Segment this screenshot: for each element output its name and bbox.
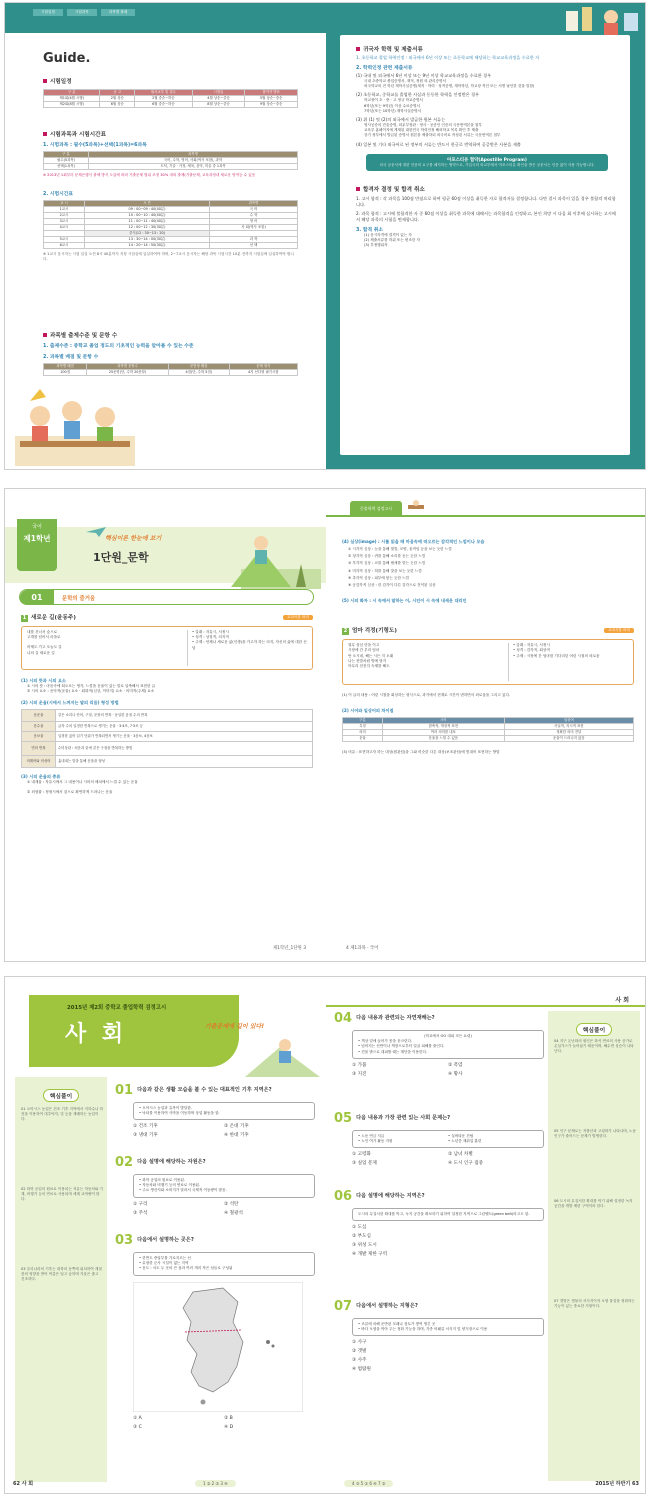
social-right-page: [326, 977, 646, 1493]
question-box: [352, 1318, 544, 1336]
table-cell: 국어, 수학, 영어, 사회(역사 포함), 과학: [89, 158, 298, 164]
question-text: 다음 내용과 가장 관련 있는 사회 문제는?: [356, 1115, 451, 1121]
sidebar-note: 07 갯벌은 생물의 서식지이자 오염 물질을 정화하는 기능이 있는 중요한 지형이다.: [554, 1299, 635, 1309]
korean-right-page: 중졸학력 검정고시 (4) 심상(image) : 시를 읽을 때 마음속에 떠오르는 감각적인 느낌이나 모습 ① 시각적 심상 : 눈을 통해 빛깔, 모양, 움직임 등을 보는 듯한 느낌 ② 청각적 심상 : 귀를 통해 소리를 듣는 듯한 느낌 ③ 후각적 심상 : 코를 통해 냄새를 맡는 듯한 느낌 ④ 미각적 심상 : 혀를 통해 맛을 보는 듯한 느낌 ⑤ 촉각적 심상 : 피부에 닿는 듯한 느낌 ⑥ 공감각적 심상 : 한 감각이 다른 감각으로 전이된 심상 (5) 시의 화자 : 시 속에서 말하는 이, 시인이 시 속에 내세운 대리인 2 엄마 걱정(기형도) 교과서를 펴라 열무 삼십 단을 이고 시장에 간 우리 엄마 안 오시네, 해는 시든 지 오래 나는 찬밥처럼 방에 담겨 아무리 천천히 숙제를 해도 • 갈래 : 자유시, 서정시 • 성격 : 감각적, 회상적 • 주제 : 시장에 간 엄마를 기다리던 어린 시절의 외로움 (1) 이 글의 내용 : 어린 시절을 회상하는 형식으로, 과거에서 현재로 시간이 변하면서 외로움을 그리고 있다. (2) 시어와 일상어의 차이점 구분 시어 일상어 특징 함축적, 개성적 표현 사실적, 지시적 표현 의미 여러 의미를 내포 정확한 의미 전달 운율 운율을 느낄 수 있음 운율이 드러나지 않음 (3) 비유 : 표현하고자 하는 대상(원관념)을 그와 비슷한 다른 대상(보조관념)에 빗대어 표현하는 방법 4 제1과목 · 국어: [326, 489, 646, 961]
table-cell: 중식(12 : 30~13 : 20): [84, 231, 209, 237]
question-text: 다음에서 설명하는 지형은?: [356, 1303, 418, 1309]
answer-option[interactable]: ④ 도시 인구 집중: [448, 1161, 484, 1167]
answer-option[interactable]: ② 갯벌: [352, 1349, 367, 1355]
table-cell: 4지 선다형 필기시험: [229, 370, 297, 376]
answer-option[interactable]: ④ 철광석: [224, 1210, 243, 1216]
pass-2: 2. 과목 합격 : 고시에 불합격한 자 중 60점 이상을 취득한 과목에 대해서는 과목합격을 인정하고, 본인 희망 시 다음 회 이후에 실시하는 고시에서 해당 과목의 시험을 면제합니다.: [356, 210, 616, 222]
table-cell: 4월 상순~중순: [192, 96, 245, 102]
table-cell: 제2회(8월 시행): [44, 102, 100, 108]
table-cell: 5월 상순~중순: [245, 96, 298, 102]
table-cell: 음보율: [22, 732, 56, 742]
answer-nav-left[interactable]: 1 ② 2 ③ 3 ④: [195, 1480, 236, 1487]
unit-title: 1단원_문학: [93, 551, 149, 564]
table-cell: 과 학: [210, 237, 298, 243]
docs-p2d: (4) 일본 및 기타 외국어로 된 정부의 서류는 반드시 한글로 번역하여 공증받은 사본을 제출: [356, 141, 521, 147]
docs-title: 귀국자 학력 및 제출서류: [363, 47, 423, 53]
sidebar-title: 핵심풀이: [576, 1023, 612, 1036]
footer-left: 62 사 회: [13, 1481, 34, 1487]
pass-3: 3. 합격 취소: [356, 227, 384, 233]
subjects-note: ※ 2013년 1회부터 문제은행식 출제 방식 도입에 따라 기출문제 범위 조정 30% 내외 출제(기출문제, 교육과정내 새로운 영역등 수 있음: [43, 173, 256, 177]
answer-option[interactable]: ③ 주석: [133, 1210, 148, 1216]
table-cell: 일정한 끊어 읽기 단위가 반복되면서 생기는 운율 · 3음보, 4음보: [56, 732, 313, 742]
boy-illustration: [245, 1035, 320, 1077]
poem-line: 시장에 간 우리 엄마: [348, 648, 380, 653]
schedule-title: 시험일정: [50, 79, 72, 85]
poem-line: 열무 삼십 단을 이고: [348, 643, 380, 648]
table-cell: 2교시: [44, 213, 85, 219]
table-header: 시어: [383, 718, 505, 724]
korean-left-page: 국어 제1학년 핵심이론 한눈에 보기 1단원_문학 01 문학의 즐거움 1 새로운 길(윤동주) 교과서를 펴라 내를 건너서 숲으로 고개를 넘어서 마을로 어제도 가고 오늘도 갈 나의 길 새로운 길 • 갈래 : 자유시, 서정시 • 성격 : 상징적, 의지적 • 주제 : 언제나 새로운 삶(인생)을 가고자 하는 의지, 자신의 삶에 대한 신념 (1) 시의 뜻과 시의 요소 ① 시의 뜻 : 마음속에 떠오르는 생각, 느낌을 운율이 있는 말로 압축해서 표현한 글 ② 시의 요소 : 음악적(운율) 요소 · 회화적(심상, 이미지) 요소 · 의미적(주제) 요소 (2) 시의 운율(시에서 느껴지는 말의 리듬) 형성 방법 음운율 같은 소리나 단어, 구절, 문장의 반복 · 동일한 음절 수의 반복 음수율 글자 수의 일정한 반복으로 생기는 운율 · 3·4조, 7·5조 등 음보율 일정한 끊어 읽기 단위가 반복되면서 생기는 운율 · 3음보, 4음보 연의 반복 수미상관 : 처음과 끝에 같은 구절을 반복하는 방법 의태어와 의성어 흉내내는 말을 통해 운율을 형성 (3) 시의 운율의 종류 ① 내재율 : 자유시에서 그 내용이나 시어의 배치에서 느낄 수 있는 운율 ② 외형률 : 정형시에서 겉으로 확연하게 드러나는 운율 제1학년_1단원 3: [5, 489, 326, 961]
pass-3a: (1) 응시자격에 결격이 있는 자: [364, 232, 412, 237]
sidebar-note: 04 지구 온난화의 원인은 화석 연료의 사용 증가로 온실가스가 늘어났기 때문이며, 해수면 상승이 나타난다.: [554, 1039, 634, 1054]
docs-p2b: (2) 초등학교, 중학교를 졸업한 사실과 동등한 학력을 인정받은 경우: [356, 92, 480, 98]
poem-line: 나는 찬밥처럼 방에 담겨: [348, 658, 387, 663]
box-line: • 한반도 중앙부를 가로지르는 선: [139, 1256, 191, 1260]
grade-label: 국어: [32, 524, 42, 530]
table-header: 교 시: [44, 201, 85, 207]
korea-map: [133, 1282, 303, 1412]
answer-option[interactable]: ② 폭염: [448, 1062, 463, 1068]
table-header: 시험일: [192, 90, 245, 96]
answer-option[interactable]: ① 구리: [133, 1201, 148, 1207]
question-number: 01: [115, 1083, 134, 1098]
lit3a: ① 내재율 : 자유시에서 그 내용이나 시어의 배치에서 느낄 수 있는 운율: [27, 780, 138, 785]
question-box: [352, 1130, 544, 1148]
table-header: 과목명: [210, 201, 298, 207]
docs-p2: 2. 학력인정 관련 제출서류: [356, 66, 413, 71]
right-header-label: 중졸학력 검정고시: [359, 506, 393, 511]
answer-nav-right[interactable]: 4 ③ 5 ① 6 ④ 7 ②: [344, 1480, 393, 1487]
right-sidebar: [548, 1011, 640, 1481]
students-illustration: [10, 381, 140, 469]
answer-option[interactable]: ④ 범람원: [352, 1367, 371, 1373]
question-number: 07: [334, 1299, 353, 1314]
question-4: [334, 1011, 544, 1079]
table-cell: 글자 수의 일정한 반복으로 생기는 운율 · 3·4조, 7·5조 등: [56, 722, 313, 732]
answer-option[interactable]: ③ 지진: [352, 1071, 367, 1077]
answer-option[interactable]: ① 고령화: [352, 1152, 371, 1158]
lit3: (3) 시의 운율의 종류: [21, 774, 61, 780]
subjects-section: [43, 130, 298, 263]
footer-right: 2015년 하반기 63: [595, 1481, 639, 1487]
table-cell: 음운율: [22, 710, 56, 722]
level-title: 과목별 출제수준 및 문항 수: [50, 333, 118, 339]
table-cell: 함축적, 개성적 표현: [383, 724, 505, 730]
page-footer-left: 제1학년_1단원 3: [272, 946, 306, 951]
table-header: 일상어: [504, 718, 633, 724]
poem-tag: 교과서를 펴라: [604, 628, 634, 633]
answer-option[interactable]: ② 남녀 차별: [448, 1152, 473, 1158]
box-line: • 주요 생산지와 소비지가 달라서 국제적 이동량이 많음.: [139, 1188, 227, 1193]
table-cell: 운율을 느낄 수 있음: [383, 736, 505, 742]
timetable-note: ※ 1교시 응시자는 시험 입실 오전 8시 40분까지 지정 시험실에 입실하여야 하며, 2~7교시 응시자는 해당 과목 시험시간 10분 전까지 시험실에 입실하여야 합니다.: [43, 252, 294, 262]
table-cell: 연의 반복: [22, 742, 56, 756]
sidebar-title: 핵심풀이: [43, 1089, 79, 1102]
speaker: (5) 시의 화자 : 시 속에서 말하는 이, 시인이 시 속에 내세운 대리인: [342, 598, 467, 604]
image-title: (4) 심상(image) : 시를 읽을 때 마음속에 떠오르는 감각적인 느낌이나 모습: [342, 539, 485, 544]
answer-option[interactable]: ④ 황사: [448, 1071, 463, 1077]
table-cell: 5교시: [44, 237, 85, 243]
table-cell: 6월 상순: [100, 102, 135, 108]
box-line: • 건물 밖으로 대피할 때는 계단을 이용한다.: [358, 1049, 428, 1054]
table-cell: 필수(5과목): [44, 158, 89, 164]
answer-option[interactable]: ④ 개발 제한 구역: [352, 1252, 388, 1258]
subjects-table: [43, 151, 298, 170]
question-box: [133, 1102, 315, 1120]
table-cell: 4교시: [44, 225, 85, 231]
table-cell: 4점(단, 수학 5점): [168, 370, 229, 376]
table-header: 과목별 문항수: [87, 364, 169, 370]
box-line: • 화학 공업의 원료로 이용됨.: [139, 1178, 186, 1182]
table-cell: 2월 상순: [100, 96, 135, 102]
table-cell: 도덕, 기술 · 가정, 체육, 음악, 미술 중 1과목: [89, 164, 298, 170]
image-item: ② 청각적 심상 : 귀를 통해 소리를 듣는 듯한 느낌: [348, 554, 426, 559]
apostille-box: [366, 154, 608, 171]
question-text: 다음 내용과 관련되는 자연재해는?: [356, 1015, 435, 1021]
answer-option[interactable]: ③ 냉대 기후: [133, 1133, 158, 1139]
lit3b: ② 외형률 : 정형시에서 겉으로 확연하게 드러나는 운율: [27, 789, 113, 794]
question-number: 03: [115, 1233, 134, 1248]
table-cell: 흉내내는 말을 통해 운율을 형성: [56, 756, 313, 768]
docs-p2c3: 상기 정부에서 발급된 증명서 원본을 제출하되 외국어로 작성된 서류는 국문번역본 첨부: [364, 133, 501, 138]
box-line: 도시의 무질서한 확대를 막고, 녹지 공간을 확보하기 위하여 설정한 지역으로 그린벨트(green belt)라고도 함.: [358, 1212, 530, 1216]
docs-p2b1: 학교장이 초 · 중 · 고 정규 학교증명서: [364, 98, 423, 103]
level-section: [43, 331, 298, 376]
grade-badge: [17, 519, 57, 571]
docs-p2a: (1) 국내 및 외국에서 6년 이상 또는 9년 이상 학교교육과정을 수료한 경우: [356, 73, 492, 78]
box-line: • 노인 여가 활동 지원: [358, 1139, 393, 1144]
question-number: 02: [115, 1155, 134, 1170]
table-cell: 100점: [44, 370, 87, 376]
table-cell: 3교시: [44, 219, 85, 225]
answer-option[interactable]: ③ 위성 도시: [352, 1243, 377, 1249]
section-header: [19, 589, 314, 605]
table-cell: 12 : 00~12 : 30(30분): [84, 225, 209, 231]
level-table: [43, 363, 298, 376]
table-cell: 제1회(4월 시행): [44, 96, 100, 102]
answer-option[interactable]: ① 도심: [352, 1225, 367, 1231]
table-cell: 9월 상순~중순: [245, 102, 298, 108]
table-header: 원서교부 및 접수: [135, 90, 193, 96]
guide-right-page: [326, 3, 646, 469]
poem-line: 고개를 넘어서 마을로: [27, 635, 61, 640]
question-box: [352, 1208, 544, 1221]
desk-icon: [406, 499, 426, 515]
image-item: ⑥ 공감각적 심상 : 한 감각이 다른 감각으로 전이된 심상: [348, 583, 436, 588]
box-line: • 자동차와 비행기 등의 연료로 이용됨.: [139, 1183, 201, 1188]
table-cell: 1교시: [44, 207, 85, 213]
word-table: [342, 717, 634, 742]
section-title: 문학의 즐거움: [62, 596, 96, 602]
table-header: 과목명: [89, 152, 298, 158]
question-box: [352, 1030, 544, 1059]
table-cell: 영 어: [210, 219, 298, 225]
table-cell: 사 회(역사 포함): [210, 225, 298, 231]
box-line: • 낙타를 이용하여 사막을 이동하며 상업 활동을 함.: [139, 1111, 220, 1116]
sidebar-note: 05 인구 문제로는 저출산과 고령화가 나타나며, 노동 인구가 줄어드는 문제가 발생한다.: [554, 1129, 636, 1139]
image-item: ⑤ 촉각적 심상 : 피부에 닿는 듯한 느낌: [348, 575, 410, 580]
answer-option[interactable]: ② 석탄: [224, 1201, 239, 1207]
table-cell: 25문항(단, 수학 20문항): [87, 370, 169, 376]
poem-line: 안 오시네, 해는 시든 지 오래: [348, 653, 394, 658]
poem-note: • 주제 : 시장에 간 엄마를 기다리던 어린 시절의 외로움: [513, 653, 600, 658]
p2-item3: (3) 비유 : 표현하고자 하는 대상(원관념)을 그와 비슷한 다른 대상(보조관념)에 빗대어 표현하는 방법: [342, 750, 500, 755]
table-header: 구분: [343, 718, 383, 724]
schedule-table: [43, 89, 298, 108]
table-cell: 8월 상순~중순: [192, 102, 245, 108]
docs-p2c1: 영사공증의 진술증명, 외무부장관 · 영사 · 공증인 인증의 국문번역본을 첨부: [364, 123, 482, 128]
pass-3c: (3) 부정행위자: [364, 243, 388, 248]
box-line: • 바다 오염을 막아 주는 정화 기능을 하며, 각종 어패류 서식지 및 양식장으로 이용: [358, 1327, 488, 1332]
image-item: ③ 후각적 심상 : 코를 통해 냄새를 맡는 듯한 느낌: [348, 561, 426, 566]
poem-note: • 주제 : 언제나 새로운 삶(인생)을 가고자 하는 의지, 자신의 삶에 대한 신념: [192, 640, 307, 650]
table-cell: 음수율: [22, 722, 56, 732]
guide-left-page: [5, 3, 326, 469]
schedule-section: [43, 77, 298, 108]
poem1-box: [21, 626, 313, 670]
docs-p2c2: 교육부 홈페이지에 게재된 대한민국 학력인정 해외학교 목록 확인 후 제출: [364, 128, 479, 133]
sidebar-note: 01 오아시스 농업은 건조 기후 지역에서 지하수나 하천을 이용하여 대추야자, 밀 등을 재배하는 농업이다.: [21, 1107, 103, 1122]
table-cell: 6교시: [44, 243, 85, 249]
question-number: 06: [334, 1189, 353, 1204]
sidebar-note: 02 화학 공업의 원료로 이용되는 석유는 자동차와 기계, 비행기 등의 연료로 사용되며 세계 교역량이 많다.: [21, 1187, 103, 1202]
pass-title: 합격자 결정 및 합격 취소: [363, 186, 425, 193]
timetable: [43, 200, 298, 249]
question-box: [133, 1252, 315, 1276]
question-1: [115, 1083, 315, 1140]
header-tab: 시험과목: [67, 9, 97, 16]
subject-title: 사 회: [65, 1022, 128, 1047]
table-cell: 14 : 20~14 : 50(30분): [84, 243, 209, 249]
poem-line: 아무리 천천히 숙제를 해도: [348, 664, 390, 669]
timetable-title: 2. 시험시간표: [43, 192, 73, 198]
lit1a: ① 시의 뜻 : 마음속에 떠오르는 생각, 느낌을 운율이 있는 말로 압축해서 표현한 글: [27, 684, 156, 688]
table-cell: 국 어: [210, 207, 298, 213]
right-page-panel: [340, 35, 630, 455]
poem2-title: 엄마 걱정(기형도): [352, 628, 397, 635]
answer-option[interactable]: ② 부도심: [352, 1234, 371, 1240]
sidebar-note: 06 도시의 무질서한 확대를 막기 위해 설정한 녹지 공간을 개발 제한 구역이라 한다.: [554, 1199, 633, 1209]
table-cell: 13 : 30~14 : 00(30분): [84, 237, 209, 243]
table-cell: 여러 의미를 내포: [383, 730, 505, 736]
answer-option[interactable]: ③ 실업 문제: [352, 1161, 377, 1167]
answer-option[interactable]: ④ D: [224, 1424, 234, 1430]
apostille-title: 아포스티유 협약(Apostille Program): [447, 157, 527, 163]
table-cell: 의태어와 의성어: [22, 756, 56, 768]
poem-note: • 갈래 : 자유시, 서정시: [513, 643, 550, 648]
question-text: 다음과 같은 생활 모습을 볼 수 있는 대표적인 기후 지역은?: [137, 1087, 272, 1093]
header-tab: 시험일정: [33, 9, 63, 16]
table-cell: 수미상관 : 처음과 끝에 같은 구절을 반복하는 방법: [56, 742, 313, 756]
table-header: 문제 형식: [229, 364, 297, 370]
poem-line: 어제도 가고 오늘도 갈: [27, 645, 62, 650]
poem-note: • 성격 : 상징적, 의지적: [192, 635, 229, 640]
level-sub1: 1. 출제수준 : 중학교 졸업 정도의 기초적인 능력을 알아볼 수 있는 수준: [43, 344, 194, 349]
plane-icon: [85, 525, 107, 539]
table-cell: 2월 중순~하순: [135, 96, 193, 102]
answer-option[interactable]: ② B: [224, 1415, 233, 1421]
table-header: 과목별 배점: [44, 364, 87, 370]
box-line: • 책상 밑에 들어가 몸을 웅크린다.: [358, 1039, 413, 1044]
docs-p2c: (3) 위 (1) 및 (2)의 외국에서 발급한 원본 서류는: [356, 117, 446, 123]
question-number: 05: [334, 1111, 353, 1126]
box-line: • 넘어지는 선반이나 책장으로부터 얼굴 피해를 줄인다.: [358, 1044, 445, 1049]
spread-guide: [4, 2, 646, 470]
docs-p1: 1. 초등학교 졸업 학력인정 : 외국에서 6년 이상 또는 초등학교에 해당하는 학교교육과정을 수료한 자: [356, 55, 540, 60]
answer-option[interactable]: ③ 사주: [352, 1358, 367, 1364]
right-header-tab: [350, 501, 402, 517]
right-top-line: [326, 1005, 646, 1007]
box-line: • 노동 연금 지급: [358, 1134, 385, 1138]
social-banner: [29, 995, 239, 1067]
poem-line: 나의 길 새로운 길: [27, 650, 55, 655]
left-sidebar: [15, 1077, 107, 1482]
image-item: ① 시각적 심상 : 눈을 통해 빛깔, 모양, 움직임 등을 보는 듯한 느낌: [348, 547, 452, 551]
answer-option[interactable]: ① 사구: [352, 1340, 367, 1346]
box-line: • 노년층 재취업 훈련: [448, 1139, 482, 1144]
table-cell: 정확한 의미 전달: [504, 730, 633, 736]
table-cell: 선택(1과목): [44, 164, 89, 170]
guide-title: Guide.: [43, 51, 91, 66]
girl-illustration: [201, 529, 321, 589]
answer-option[interactable]: ② 온대 기후: [224, 1124, 249, 1130]
table-cell: 특징: [343, 724, 383, 730]
pass-3b: (2) 제출서류를 허위 또는 변조한 자: [364, 238, 420, 243]
question-text: 다음 설명에 해당하는 자원은?: [137, 1159, 206, 1165]
box-line: (학교에서 OO 대피 모든 요령): [424, 1034, 472, 1038]
table-cell: 같은 소리나 단어, 구절, 문장의 반복 · 동일한 음절 수의 반복: [56, 710, 313, 722]
table-cell: 09 : 00~09 : 40(40분): [84, 207, 209, 213]
table-header: 구 분: [44, 152, 89, 158]
docs-p2b2: 6학년(또는 9학년) 이상 수료증명서: [364, 103, 420, 108]
subjects-title: 시험과목과 시험시간표: [50, 132, 106, 138]
box-line: • 동도 : 서도 두 곳의 큰 섬과 여러 개의 작은 섬들로 구성됨: [139, 1266, 233, 1271]
table-header: 시 간: [84, 201, 209, 207]
header-strip: [5, 3, 326, 33]
question-text: 다음 설명에 해당하는 지역은?: [356, 1193, 425, 1199]
question-3: [115, 1233, 315, 1432]
spread-social: [4, 976, 646, 1494]
table-header: 구 분: [44, 90, 100, 96]
table-cell: 11 : 00~11 : 40(40분): [84, 219, 209, 225]
poem-note: • 성격 : 감각적, 회상적: [513, 648, 550, 653]
box-line: • 오아시스 농업과 유목이 발달함.: [139, 1106, 192, 1110]
table-cell: 선 택: [210, 243, 298, 249]
grade-big: 제1학년: [23, 534, 51, 543]
box-line: • 실버타운 건립: [448, 1134, 474, 1138]
answer-option[interactable]: ① A: [133, 1415, 142, 1421]
lit1: (1) 시의 뜻과 시의 요소: [21, 678, 66, 683]
section-num: 01: [20, 590, 54, 605]
level-sub2: 2. 과목별 배점 및 문항 수: [43, 355, 99, 360]
subjects-sub1: 1. 시험과목 : 필수(5과목)+선택(1과목)=6과목: [43, 143, 147, 148]
exam-label: 2015년 제2회 중학교 졸업학력 검정고시: [67, 1005, 167, 1011]
social-left-page: [5, 977, 326, 1493]
apostille-body: 외국 공문서에 대한 인증의 요구를 폐지하는 협약으로, 가입국의 외교부에서 아포스티유 확인을 받은 공문서는 인증 없이 사용 가능합니다.: [379, 162, 595, 167]
table-cell: 사실적, 지시적 표현: [504, 724, 633, 730]
header-tab: 과목별 출제: [101, 9, 136, 16]
concept-label: 핵심이론 한눈에 보기: [105, 535, 162, 542]
question-6: [334, 1189, 544, 1259]
table-header: 문항당 배점: [168, 364, 229, 370]
table-header: 공 고: [100, 90, 135, 96]
poem1-title: 새로운 길(윤동주): [31, 615, 76, 621]
question-2: [115, 1155, 315, 1218]
answer-option[interactable]: ④ 한대 기후: [224, 1133, 249, 1139]
docs-p2b3: 7학년(또는 10학년) 재학사실증명서: [364, 108, 422, 113]
pass-1: 1. 고시 합격 : 각 과목을 100점 만점으로 하여 평균 60점 이상을 취득한 자로 합격자를 결정합니다. 다만 결시 과목이 있을 경우 불합격 처리합니다.: [356, 195, 616, 207]
table-cell: 10 : 00~10 : 40(40분): [84, 213, 209, 219]
p2-item: (2) 시어와 일상어의 차이점: [342, 708, 394, 714]
question-5: [334, 1111, 544, 1168]
docs-p2a2: 외국학교의 전 학년 재학사실증명(재적 · 학력 · 성적증명, 재학학년, 학교장 직인 또는 서명 날인한 것을 말함): [364, 84, 535, 89]
poem-note: • 갈래 : 자유시, 서정시: [192, 630, 229, 634]
answer-option[interactable]: ① 가뭄: [352, 1062, 367, 1068]
table-cell: 수 학: [210, 213, 298, 219]
table-cell: 6월 중순~하순: [135, 102, 193, 108]
poem2-box: [342, 639, 634, 685]
page-footer-right: 4 제1과목 · 국어: [346, 946, 379, 951]
poem-tag: 교과서를 펴라: [283, 615, 313, 620]
docs-p2a1: 국내 초중학교 졸업증명서, 재적, 정원 외 관리증명서: [364, 79, 447, 83]
table-cell: 운율: [343, 736, 383, 742]
table-cell: 의미: [343, 730, 383, 736]
answer-option[interactable]: ① 건조 기후: [133, 1124, 158, 1130]
lit1b: ② 시의 요소 : 음악적(운율) 요소 · 회화적(심상, 이미지) 요소 · 의미적(주제) 요소: [27, 689, 155, 694]
box-line: • 무장한 군사 시설이 없는 지역: [139, 1261, 189, 1266]
question-box: [133, 1174, 315, 1198]
p2-item: (1) 이 글의 내용 : 어린 시절을 회상하는 형식으로, 과거에서 현재로 시간이 변하면서 외로움을 그리고 있다.: [342, 693, 511, 698]
poem-line: 내를 건너서 숲으로: [27, 630, 58, 634]
table-cell: 운율이 드러나지 않음: [504, 736, 633, 742]
sidebar-note: 03 우리나라의 기후는 대륙의 동쪽에 위치하여 계절풍의 영향을 받아 여름은 덥고 습하며 겨울은 춥고 건조하다.: [21, 1267, 102, 1282]
right-subject-label: 사 회: [615, 997, 629, 1004]
spread-korean: [4, 488, 646, 962]
question-7: [334, 1299, 544, 1374]
answer-option[interactable]: ③ C: [133, 1424, 142, 1430]
table-header: 합격자 발표: [245, 90, 298, 96]
image-item: ④ 미각적 심상 : 혀를 통해 맛을 보는 듯한 느낌: [348, 568, 422, 573]
question-number: 04: [334, 1011, 353, 1026]
header-illustration: [556, 3, 646, 35]
lit2: (2) 시의 운율(시에서 느껴지는 말의 리듬) 형성 방법: [21, 700, 119, 706]
box-line: • 조류에 의해 운반된 모래나 점토가 쌓여 생긴 곳: [358, 1322, 436, 1326]
question-text: 다음에서 설명하는 곳은?: [137, 1237, 194, 1243]
banner-slogan: 기출문제에 길이 있다!: [205, 1023, 265, 1030]
rhythm-table: [21, 709, 313, 768]
